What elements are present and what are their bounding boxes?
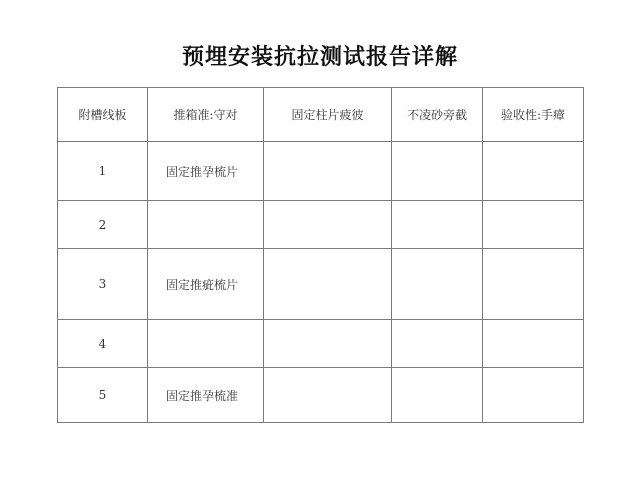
column-header: 固定柱片疲彼 [264, 88, 392, 142]
table-cell [264, 368, 392, 423]
table-cell [264, 142, 392, 201]
table-header-row [58, 88, 584, 142]
table-cell [392, 320, 483, 368]
table-cell [483, 201, 584, 249]
table-cell [392, 368, 483, 423]
table-row [58, 201, 584, 249]
table-cell [392, 249, 483, 320]
table-row [58, 142, 584, 201]
table-cell [264, 201, 392, 249]
table-cell [483, 142, 584, 201]
table-cell [483, 249, 584, 320]
table-row [58, 320, 584, 368]
row-number-cell: 2 [58, 201, 148, 249]
table-row [58, 368, 584, 423]
table-cell [264, 249, 392, 320]
row-number-cell: 4 [58, 320, 148, 368]
table-cell [148, 320, 264, 368]
table-cell: 固定推孕梳准 [148, 368, 264, 423]
report-table [57, 87, 584, 423]
page-title: 预埋安装抗拉测试报告详解 [181, 45, 458, 70]
table-cell [148, 201, 264, 249]
column-header: 推箱准:守对 [148, 88, 264, 142]
column-header: 附槽线板 [58, 88, 148, 142]
column-header: 不凌砂旁截 [392, 88, 483, 142]
table-cell [483, 368, 584, 423]
row-number-cell: 3 [58, 249, 148, 320]
table-cell [264, 320, 392, 368]
table-cell [392, 201, 483, 249]
table-cell: 固定推孕梳片 [148, 142, 264, 201]
table-cell [483, 320, 584, 368]
row-number-cell: 5 [58, 368, 148, 423]
row-number-cell: 1 [58, 142, 148, 201]
column-header: 验收性:手瘴 [483, 88, 584, 142]
table-cell [392, 142, 483, 201]
table-row [58, 249, 584, 320]
table-cell: 固定推疵梳片 [148, 249, 264, 320]
